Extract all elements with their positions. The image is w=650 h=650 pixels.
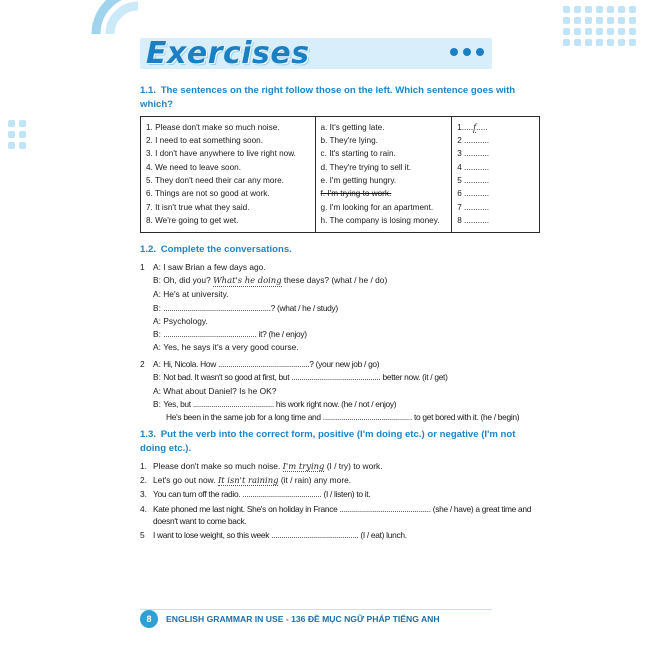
speaker-text: He's at university. (163, 289, 229, 300)
section-number-1-3: 1.3. (140, 429, 157, 441)
list-item: 8. We're going to get wet. (146, 215, 239, 225)
page-footer (140, 610, 440, 628)
section-title-1-1: The sentences on the right follow those on the left. Which sentence goes with which? (140, 85, 516, 110)
conversation-line (140, 341, 540, 353)
list-item: 6. Things are not so good at work. (146, 189, 270, 199)
item-text-post: (I / try) to work. (326, 461, 383, 472)
conversation-line (140, 261, 540, 273)
list-item: e. I'm getting hungry. (320, 175, 397, 185)
conversation-line (140, 328, 540, 340)
conversation-line (140, 385, 540, 397)
speaker-label: B: (153, 372, 161, 383)
section-number-1-2: 1.2. (140, 244, 157, 256)
speaker-label: A: (153, 342, 161, 353)
matching-left-column (141, 117, 316, 232)
page-number-badge: 8 (140, 610, 158, 628)
conversation-line (140, 315, 540, 327)
answer-number: 4 (457, 162, 462, 172)
list-item: 3. I don't have anywhere to live right now. (146, 149, 296, 159)
item-text-pre: Let's go out now. (153, 475, 216, 486)
title-dots-decoration (450, 48, 484, 56)
speaker-label: A: (153, 315, 161, 326)
conversation-line (140, 274, 540, 287)
answer-row[interactable]: 2 ........... (457, 136, 490, 146)
answer-number: 5 (457, 175, 462, 185)
dot-grid-left (8, 120, 26, 149)
conversation-line (140, 288, 540, 300)
speaker-text: Yes, he says it's a very good course. (163, 342, 299, 353)
list-item (140, 474, 540, 486)
conversation-1 (140, 261, 540, 353)
filled-answer: It isn't raining (217, 475, 279, 486)
section-title-1-2: Complete the conversations. (160, 244, 292, 256)
answer-number: 1 (457, 122, 462, 132)
conversation-line (140, 358, 540, 370)
conversation-line (140, 371, 540, 383)
page-title: Exercises (146, 36, 310, 71)
speaker-label: A: (153, 385, 161, 396)
speaker-text[interactable]: .....................................................? (what / he / study) (163, 302, 338, 313)
section-heading-1-3 (140, 428, 540, 456)
answer-row[interactable]: 7 ........... (457, 202, 490, 212)
list-item: 4. We need to leave soon. (146, 162, 241, 172)
answer-number: 6 (457, 189, 462, 199)
conversation-line (140, 302, 540, 314)
matching-exercise-box (140, 116, 540, 233)
list-item: 1. Please don't make so much noise. (146, 122, 280, 132)
list-item: h. The company is losing money. (320, 215, 440, 225)
item-number: 3. (140, 489, 147, 500)
speaker-text[interactable]: He's been in the same job for a long time and ............................................ to get bored with it. (he / begin) (166, 412, 520, 423)
section-number-1-1: 1.1. (140, 85, 157, 96)
section-heading-1-2 (140, 243, 540, 257)
list-item: c. It's starting to rain. (320, 149, 396, 159)
list-item (140, 529, 540, 541)
swirl-decoration (86, 0, 156, 36)
section-heading-1-1 (140, 84, 540, 112)
speaker-text: Psychology. (163, 315, 208, 326)
answer-row[interactable]: 1.....f..... (457, 121, 488, 132)
list-item (140, 488, 540, 500)
answer-value: f (473, 121, 477, 132)
list-item-struck: f. I'm trying to work. (320, 189, 392, 199)
speaker-text: I saw Brian a few days ago. (163, 261, 266, 272)
answer-number: 8 (457, 215, 462, 225)
speaker-label: B: (153, 275, 161, 286)
speaker-tail: these days? (what / he / do) (283, 275, 388, 286)
matching-middle-column (316, 117, 453, 232)
speaker-label: B: (153, 328, 161, 339)
list-item (140, 460, 540, 472)
conversation-2 (140, 358, 540, 423)
item-text-pre: Please don't make so much noise. (153, 461, 281, 472)
conversation-line (140, 398, 540, 410)
answer-row[interactable]: 4 ........... (457, 162, 490, 172)
answer-row[interactable]: 3 ........... (457, 149, 490, 159)
speaker-text[interactable]: Not bad. It wasn't so good at first, but ............................................ better now. (it / get) (163, 372, 448, 383)
item-text-post: (it / rain) any more. (280, 475, 352, 486)
list-item: 5. They don't need their car any more. (146, 175, 284, 185)
footer-title: ENGLISH GRAMMAR IN USE - 136 ĐỀ MỤC NGỮ PHÁP TIẾNG ANH (166, 614, 440, 624)
conversation-line (140, 411, 540, 423)
answer-row[interactable]: 5 ........... (457, 175, 490, 185)
list-item (140, 503, 540, 527)
speaker-label: B: (153, 398, 161, 409)
item-text[interactable]: You can turn off the radio. ....................................... (I / listen) to it. (153, 489, 371, 500)
filled-answer: What's he doing (213, 274, 281, 287)
speaker-text: Oh, did you? (163, 275, 211, 286)
speaker-label: A: (153, 359, 161, 370)
list-item: 2. I need to eat something soon. (146, 136, 263, 146)
list-item: b. They're lying. (320, 136, 378, 146)
list-item: g. I'm looking for an apartment. (320, 202, 434, 212)
matching-answer-column[interactable] (452, 117, 539, 232)
item-number: 4. (140, 503, 147, 514)
page-content (140, 84, 540, 543)
list-item: d. They're trying to sell it. (320, 162, 412, 172)
list-item: 7. It isn't true what they said. (146, 202, 250, 212)
conversation-number: 2 (140, 359, 145, 370)
speaker-label: B: (153, 302, 161, 313)
speaker-text[interactable]: Yes, but ........................................ his work right now. (he / not / enjoy) (163, 398, 397, 409)
speaker-text[interactable]: .............................................. it? (he / enjoy) (163, 328, 307, 339)
answer-row[interactable]: 8 ........... (457, 215, 490, 225)
speaker-text[interactable]: Hi, Nicola. How .............................................? (your new job / go) (163, 359, 380, 370)
page-title-band (140, 38, 492, 72)
item-text[interactable]: I want to lose weight, so this week ........................................... (I / eat) lunch. (153, 529, 407, 540)
speaker-label: A: (153, 261, 161, 272)
item-number: 2. (140, 475, 147, 486)
answer-number: 2 (457, 136, 462, 146)
item-number: 1. (140, 461, 147, 472)
item-number: 5 (140, 529, 145, 540)
speaker-label: A: (153, 289, 161, 300)
dot-grid-top-right (563, 6, 636, 46)
item-text[interactable]: Kate phoned me last night. She's on holiday in France ............................................. (she / have) a great time and doesn't want to come back. (153, 503, 532, 526)
answer-row[interactable]: 6 ........... (457, 189, 490, 199)
section-title-1-3: Put the verb into the correct form, positive (I'm doing etc.) or negative (I'm not doing etc.). (140, 429, 516, 455)
answer-number: 7 (457, 202, 462, 212)
conversation-number: 1 (140, 261, 145, 272)
answer-number: 3 (457, 149, 462, 159)
list-item: a. It's getting late. (320, 122, 385, 132)
speaker-text: What about Daniel? Is he OK? (163, 385, 277, 396)
filled-answer: I'm trying (282, 461, 325, 472)
